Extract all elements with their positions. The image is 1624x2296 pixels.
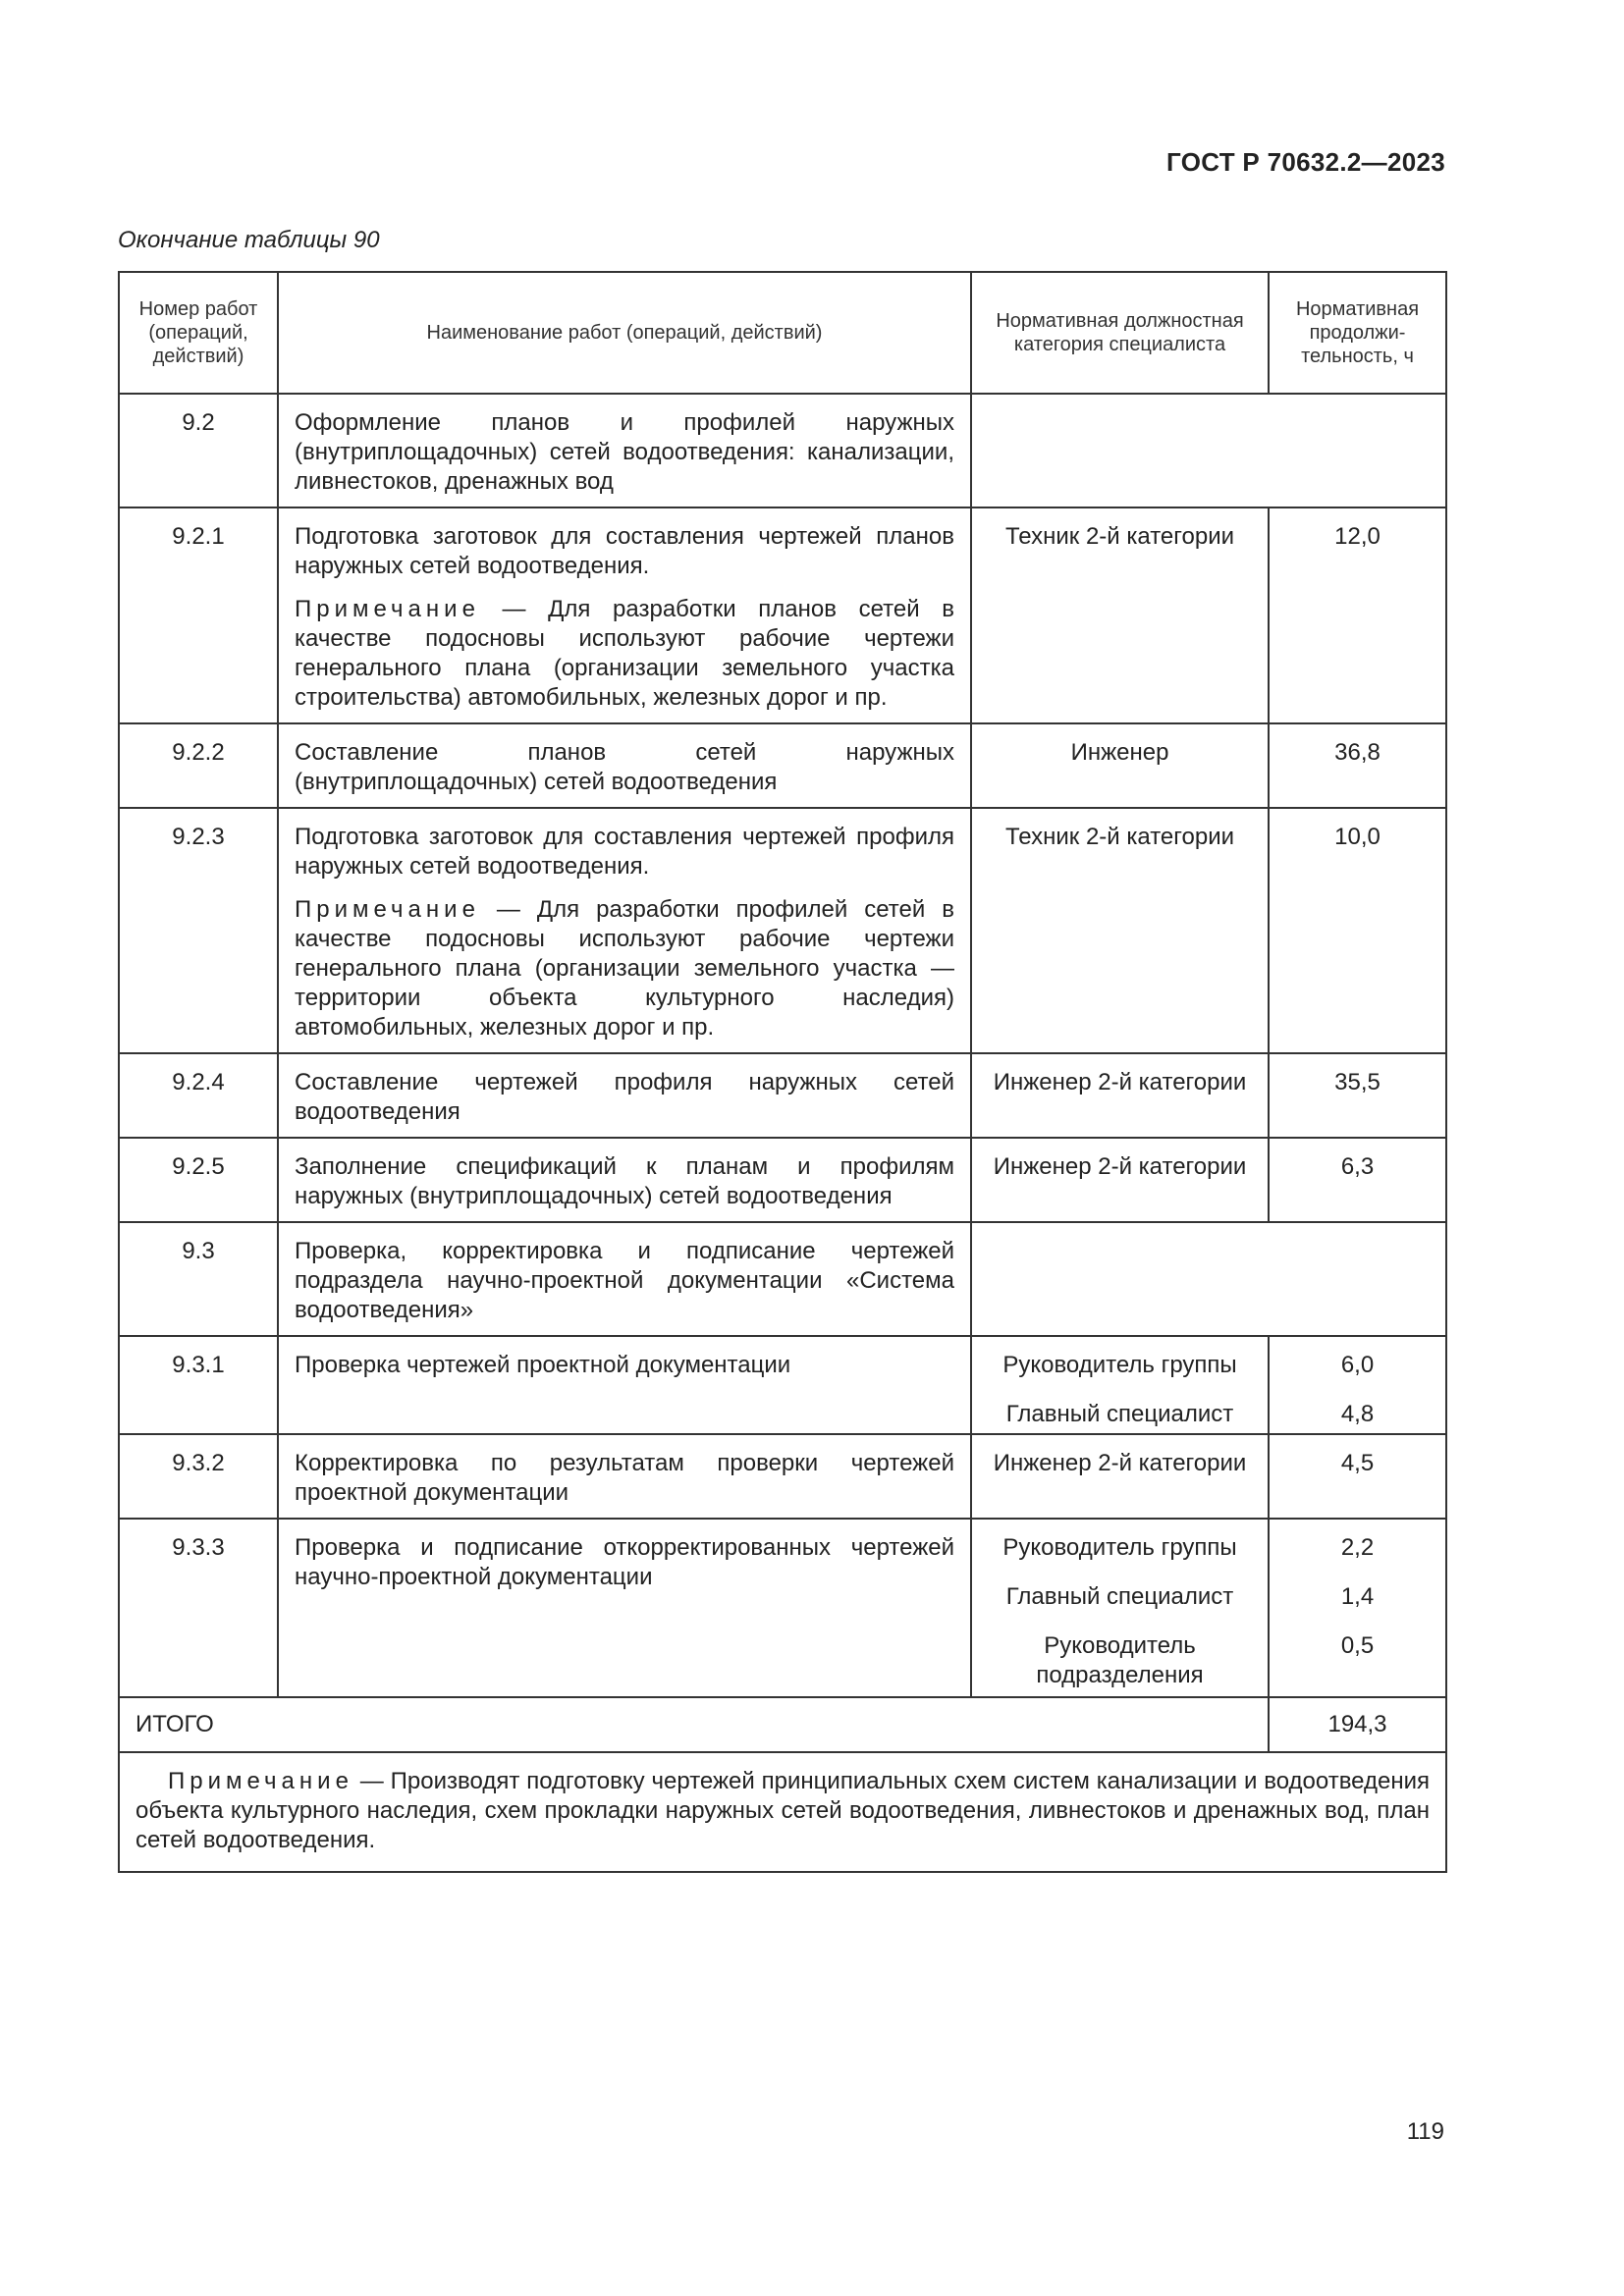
table-row <box>119 394 1446 507</box>
row-note-text: — Для разработки профилей сетей в качестве подосновы используют рабочие чертежи генерального плана (организации земельного участка — территории объекта культурного наследия) автомобильных, железных дорог и пр. <box>295 896 954 1041</box>
col-header-number: Номер работ (операций, действий) <box>119 272 278 394</box>
row-name: Составление планов сетей наружных (внутриплощадочных) сетей водоотведения <box>278 723 971 808</box>
row-empty-cell <box>971 1222 1446 1336</box>
row-category: Инженер <box>971 723 1269 808</box>
table-footnote <box>119 1752 1446 1872</box>
row-category-list <box>971 1336 1269 1434</box>
row-note <box>295 895 954 1042</box>
row-note <box>295 595 954 713</box>
col-header-duration: Нормативная продолжи-тельность, ч <box>1269 272 1446 394</box>
row-name: Корректировка по результатам проверки чертежей проектной документации <box>278 1434 971 1519</box>
col-header-category: Нормативная должностная категория специалиста <box>971 272 1269 394</box>
document-code: ГОСТ Р 70632.2—2023 <box>1166 147 1445 177</box>
row-name: Проверка, корректировка и подписание чертежей подраздела научно-проектной документации «Система водоотведения» <box>278 1222 971 1336</box>
table-row <box>119 507 1446 723</box>
row-duration: 2,2 <box>1340 1534 1375 1561</box>
row-category-list <box>971 1519 1269 1697</box>
row-duration: 10,0 <box>1269 808 1446 1053</box>
row-number: 9.3.1 <box>119 1336 278 1434</box>
row-category: Инженер 2-й категории <box>971 1053 1269 1138</box>
table-header-row <box>119 272 1446 394</box>
row-note-label: Примечание <box>295 896 480 923</box>
total-value: 194,3 <box>1269 1697 1446 1752</box>
row-number: 9.2 <box>119 394 278 507</box>
row-name: Проверка и подписание откорректированных чертежей научно-проектной документации <box>278 1519 971 1697</box>
row-name: Оформление планов и профилей наружных (внутриплощадочных) сетей водоотведения: канализации, ливнестоков, дренажных вод <box>278 394 971 507</box>
row-number: 9.2.3 <box>119 808 278 1053</box>
table-row <box>119 808 1446 1053</box>
footnote-row <box>119 1752 1446 1872</box>
row-category: Инженер 2-й категории <box>971 1434 1269 1519</box>
row-category: Руководитель группы <box>1002 1534 1237 1561</box>
row-category: Главный специалист <box>1005 1583 1234 1610</box>
footnote-label: Примечание <box>168 1768 353 1794</box>
row-duration: 36,8 <box>1269 723 1446 808</box>
row-name: Составление чертежей профиля наружных сетей водоотведения <box>278 1053 971 1138</box>
row-duration: 6,3 <box>1269 1138 1446 1222</box>
col-header-name: Наименование работ (операций, действий) <box>278 272 971 394</box>
row-duration: 4,5 <box>1269 1434 1446 1519</box>
footnote-text: — Производят подготовку чертежей принципиальных схем систем канализации и водоотведения объекта культурного наследия, схем прокладки наружных сетей водоотведения, ливнестоков и дренажных вод, план сетей водоотведения. <box>135 1768 1430 1853</box>
row-number: 9.3.3 <box>119 1519 278 1697</box>
row-number: 9.2.2 <box>119 723 278 808</box>
row-duration: 6,0 <box>1340 1352 1375 1378</box>
row-note-text: — Для разработки планов сетей в качестве подосновы используют рабочие чертежи генерального плана (организации земельного участка строительства) автомобильных, железных дорог и пр. <box>295 596 954 711</box>
row-duration: 1,4 <box>1340 1583 1375 1610</box>
total-row <box>119 1697 1446 1752</box>
row-duration: 12,0 <box>1269 507 1446 723</box>
row-number: 9.2.1 <box>119 507 278 723</box>
table-row <box>119 1336 1446 1434</box>
row-duration-list <box>1269 1519 1446 1697</box>
row-name-text: Подготовка заготовок для составления чертежей профиля наружных сетей водоотведения. <box>295 824 954 880</box>
table-row <box>119 1222 1446 1336</box>
row-category: Инженер 2-й категории <box>971 1138 1269 1222</box>
row-duration: 4,8 <box>1340 1401 1375 1427</box>
row-empty-cell <box>971 394 1446 507</box>
row-name: Заполнение спецификаций к планам и профилям наружных (внутриплощадочных) сетей водоотведения <box>278 1138 971 1222</box>
row-number: 9.3.2 <box>119 1434 278 1519</box>
table-row <box>119 1434 1446 1519</box>
table-row <box>119 1138 1446 1222</box>
table-caption: Окончание таблицы 90 <box>118 227 380 253</box>
table-row <box>119 1053 1446 1138</box>
row-category: Техник 2-й категории <box>971 507 1269 723</box>
row-name-text: Подготовка заготовок для составления чертежей планов наружных сетей водоотведения. <box>295 523 954 579</box>
row-name <box>278 507 971 723</box>
table-row <box>119 1519 1446 1697</box>
row-duration-list <box>1269 1336 1446 1434</box>
row-number: 9.2.4 <box>119 1053 278 1138</box>
table-row <box>119 723 1446 808</box>
row-category: Руководитель группы <box>1002 1352 1237 1378</box>
row-duration: 0,5 <box>1340 1632 1375 1659</box>
row-name <box>278 808 971 1053</box>
row-name: Проверка чертежей проектной документации <box>278 1336 971 1434</box>
row-number: 9.2.5 <box>119 1138 278 1222</box>
row-duration: 35,5 <box>1269 1053 1446 1138</box>
row-category: Руководитель подразделения <box>1036 1632 1204 1688</box>
row-category: Главный специалист <box>1005 1401 1234 1427</box>
row-category: Техник 2-й категории <box>971 808 1269 1053</box>
total-label: ИТОГО <box>119 1697 1269 1752</box>
row-number: 9.3 <box>119 1222 278 1336</box>
row-note-label: Примечание <box>295 596 480 622</box>
page-number: 119 <box>1406 2118 1444 2145</box>
work-norms-table <box>118 271 1447 1873</box>
